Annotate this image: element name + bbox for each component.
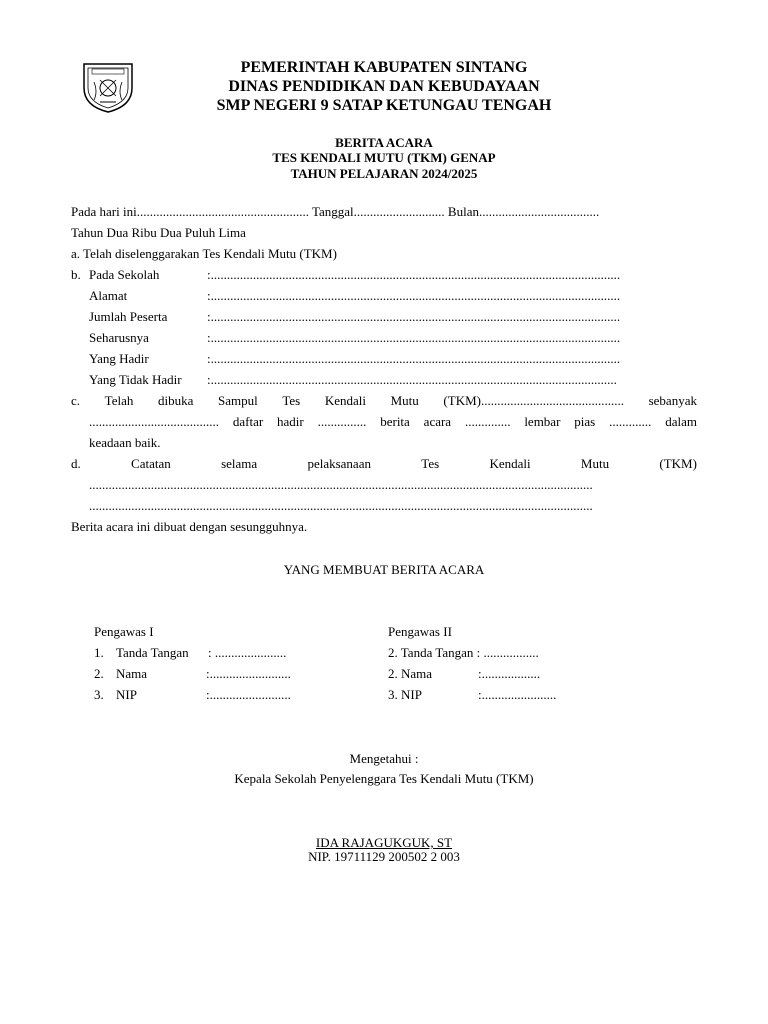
field-label: Yang Hadir: [89, 351, 149, 366]
opening-line: Pada hari ini..................................................... Tanggal............................ Bulan.....................................: [71, 204, 600, 219]
item-d-word: Catatan: [131, 456, 171, 471]
field-row: [71, 351, 715, 367]
year-line: Tahun Dua Ribu Dua Puluh Lima: [71, 225, 246, 240]
header-department: DINAS PENDIDIKAN DAN KEBUDAYAAN: [228, 78, 540, 95]
left-signer-title: Pengawas I: [94, 624, 154, 639]
principal-nip: NIP. 19711129 200502 2 003: [308, 849, 460, 864]
item-c-word: daftar: [232, 414, 264, 429]
item-d-dots: ...........................................................................................................................................................: [89, 498, 593, 513]
row-label: 3. NIP: [388, 687, 422, 702]
row-value: :..................: [478, 666, 541, 681]
row-label: 2. Nama: [388, 666, 433, 681]
right-signer-title: Pengawas II: [388, 624, 452, 639]
item-c-word: dalam: [665, 414, 697, 429]
item-d-word: Kendali: [489, 456, 531, 471]
item-c-word: pias: [574, 414, 596, 429]
item-b-marker: b.: [71, 267, 81, 282]
item-d-dots: ...........................................................................................................................................................: [89, 477, 593, 492]
row-number: 1.: [94, 645, 104, 660]
row-label: NIP: [116, 687, 137, 702]
field-row: [71, 309, 715, 325]
field-row: [71, 288, 715, 304]
item-c-word: sebanyak: [648, 393, 697, 408]
row-number: 2.: [94, 666, 104, 681]
field-value: :..............................................................................................................................: [207, 309, 621, 324]
item-c-word: Mutu: [390, 393, 419, 408]
field-value: :.............................................................................................................................: [207, 372, 617, 387]
row-value: :.........................: [206, 666, 291, 681]
field-label: Jumlah Peserta: [89, 309, 168, 324]
item-c-word: acara: [423, 414, 452, 429]
field-label: Pada Sekolah: [89, 267, 160, 282]
item-c-word: Sampul: [217, 393, 258, 408]
doc-title: BERITA ACARA: [335, 135, 433, 150]
row-label: Tanda Tangan: [116, 645, 189, 660]
item-c-word: .............: [609, 414, 652, 429]
item-c-word: berita: [380, 414, 410, 429]
item-c-word: hadir: [277, 414, 304, 429]
closing-line: Berita acara ini dibuat dengan sesungguhnya.: [71, 519, 308, 534]
item-d-word: pelaksanaan: [307, 456, 371, 471]
item-c-word: lembar: [524, 414, 561, 429]
field-label: Seharusnya: [89, 330, 149, 345]
principal-name-text: IDA RAJAGUKGUK, ST: [315, 835, 453, 850]
signers-heading: YANG MEMBUAT BERITA ACARA: [283, 562, 485, 577]
field-label: Yang Tidak Hadir: [89, 372, 182, 387]
item-d-line1: [71, 456, 697, 472]
item-c-line1: [71, 393, 697, 409]
right-signer-row: 2. Tanda Tangan : .................: [388, 645, 539, 660]
field-row: [71, 330, 715, 346]
item-d-word: selama: [221, 456, 258, 471]
right-signer-row: [388, 687, 556, 703]
row-number: 3.: [94, 687, 104, 702]
left-signer-row: [94, 666, 291, 682]
item-c-word: (TKM)............................................: [443, 393, 624, 408]
left-signer-row: [94, 645, 286, 661]
field-row: [71, 372, 715, 388]
approval-position: Kepala Sekolah Penyelenggara Tes Kendali Mutu (TKM): [234, 771, 534, 786]
item-a: a. Telah diselenggarakan Tes Kendali Mutu (TKM): [71, 246, 337, 261]
item-c-word: ...............: [317, 414, 367, 429]
item-d-word: Mutu: [580, 456, 610, 471]
item-c-line2: [89, 414, 697, 430]
item-c-word: ........................................: [89, 414, 219, 429]
item-c-word: c.: [71, 393, 81, 408]
row-value: :.........................: [206, 687, 291, 702]
field-label: Alamat: [89, 288, 128, 303]
left-signer-row: [94, 687, 291, 703]
item-d-word: d.: [71, 456, 81, 471]
right-signer-row: [388, 666, 540, 682]
item-c-line3: keadaan baik.: [89, 435, 161, 450]
approval-known: Mengetahui :: [349, 751, 419, 766]
field-value: :..............................................................................................................................: [207, 351, 621, 366]
item-c-word: Tes: [282, 393, 301, 408]
row-value: :.......................: [478, 687, 557, 702]
field-value: :..............................................................................................................................: [207, 330, 621, 345]
row-label: Nama: [116, 666, 148, 681]
field-row: [71, 267, 697, 283]
field-value: :..............................................................................................................................: [207, 267, 621, 282]
item-d-word: Tes: [421, 456, 440, 471]
item-c-word: dibuka: [157, 393, 194, 408]
doc-year: TAHUN PELAJARAN 2024/2025: [290, 166, 478, 181]
field-value: :..............................................................................................................................: [207, 288, 621, 303]
item-d-word: (TKM): [659, 456, 697, 471]
item-c-word: Kendali: [324, 393, 366, 408]
header-school: SMP NEGERI 9 SATAP KETUNGAU TENGAH: [216, 97, 552, 114]
item-c-word: ..............: [464, 414, 511, 429]
doc-subtitle: TES KENDALI MUTU (TKM) GENAP: [272, 150, 496, 165]
row-value: : ......................: [208, 645, 287, 660]
header-government: PEMERINTAH KABUPATEN SINTANG: [240, 59, 528, 76]
item-c-word: Telah: [104, 393, 134, 408]
